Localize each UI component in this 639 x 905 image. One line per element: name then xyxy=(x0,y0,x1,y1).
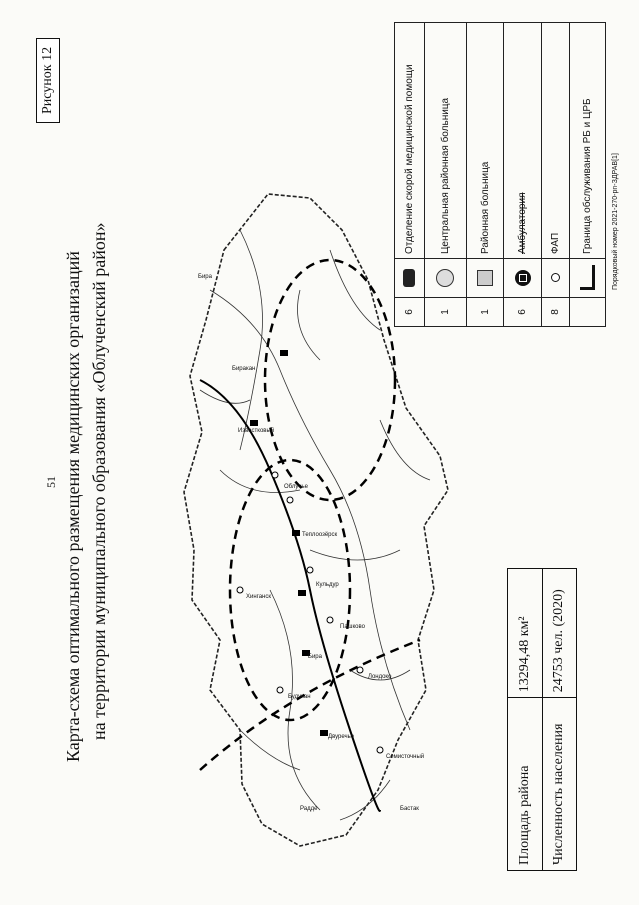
map-label-2: Известковый xyxy=(238,428,275,434)
legend-text: Отделение скорой медицинской помощи xyxy=(395,23,425,259)
legend-text: Центральная районная больница xyxy=(424,23,466,259)
map-label-11: Двуречье xyxy=(328,734,355,740)
map-label-7: Пашково xyxy=(340,624,365,630)
legend-count: 6 xyxy=(504,298,542,327)
legend-text: Амбулатория xyxy=(504,23,542,259)
stats-value: 24753 чел. (2020) xyxy=(542,569,577,698)
map-label-13: Радде xyxy=(300,806,318,812)
map-title-line2: на территории муниципального образования «Облученский район» xyxy=(89,222,109,740)
map-legend xyxy=(394,22,606,327)
stats-label: Площадь района xyxy=(508,698,543,871)
stats-row-area xyxy=(508,569,543,871)
legend-count: 8 xyxy=(542,298,570,327)
central-hospital-icon xyxy=(436,269,454,287)
legend-count: 1 xyxy=(424,298,466,327)
legend-text: Граница обслуживания РБ и ЦРБ xyxy=(570,23,606,259)
stats-row-population xyxy=(542,569,577,871)
legend-row-district-hospital xyxy=(466,23,504,327)
legend-row-ambulance xyxy=(395,23,425,327)
legend-row-central-hospital xyxy=(424,23,466,327)
map-label-9: Лондоко xyxy=(368,674,392,680)
district-stats-table xyxy=(507,568,577,871)
district-hospital-icon xyxy=(477,270,493,286)
footer-text: Порядковый номер 2021-270-pn-ЗДРАВ[1] xyxy=(612,153,619,290)
legend-count: 1 xyxy=(466,298,504,327)
map-label-8: Бира xyxy=(308,654,322,660)
legend-row-outpatient xyxy=(504,23,542,327)
map-label-6: Кульдур xyxy=(316,582,339,588)
legend-text: Районная больница xyxy=(466,23,504,259)
legend-count: 6 xyxy=(395,298,425,327)
service-border-icon xyxy=(580,266,595,291)
legend-row-border xyxy=(570,23,606,327)
settlement-markers xyxy=(237,350,383,753)
map-label-14: Бастак xyxy=(400,806,419,812)
fap-icon xyxy=(551,274,560,283)
map-label-10: Будукан xyxy=(288,694,311,700)
legend-row-fap xyxy=(542,23,570,327)
stats-value: 13294,48 км² xyxy=(508,569,543,698)
map-label-5: Хинганск xyxy=(246,594,271,600)
page-number: 51 xyxy=(44,476,58,488)
legend-text: ФАП xyxy=(542,23,570,259)
map-label-0: Бира xyxy=(198,274,212,280)
map-label-4: Теплоозёрск xyxy=(302,532,338,538)
outpatient-clinic-icon xyxy=(515,270,531,286)
figure-label: Рисунок 12 xyxy=(36,38,60,123)
legend-count xyxy=(570,298,606,327)
map-title-line1: Карта-схема оптимального размещения медицинских организаций xyxy=(63,251,83,762)
map-label-1: Биракан xyxy=(232,366,256,372)
ambulance-station-icon xyxy=(403,269,415,287)
map-label-3: Облучье xyxy=(284,484,308,490)
map-label-12: Семисточный xyxy=(386,754,425,760)
stats-label: Численность населения xyxy=(542,698,577,871)
